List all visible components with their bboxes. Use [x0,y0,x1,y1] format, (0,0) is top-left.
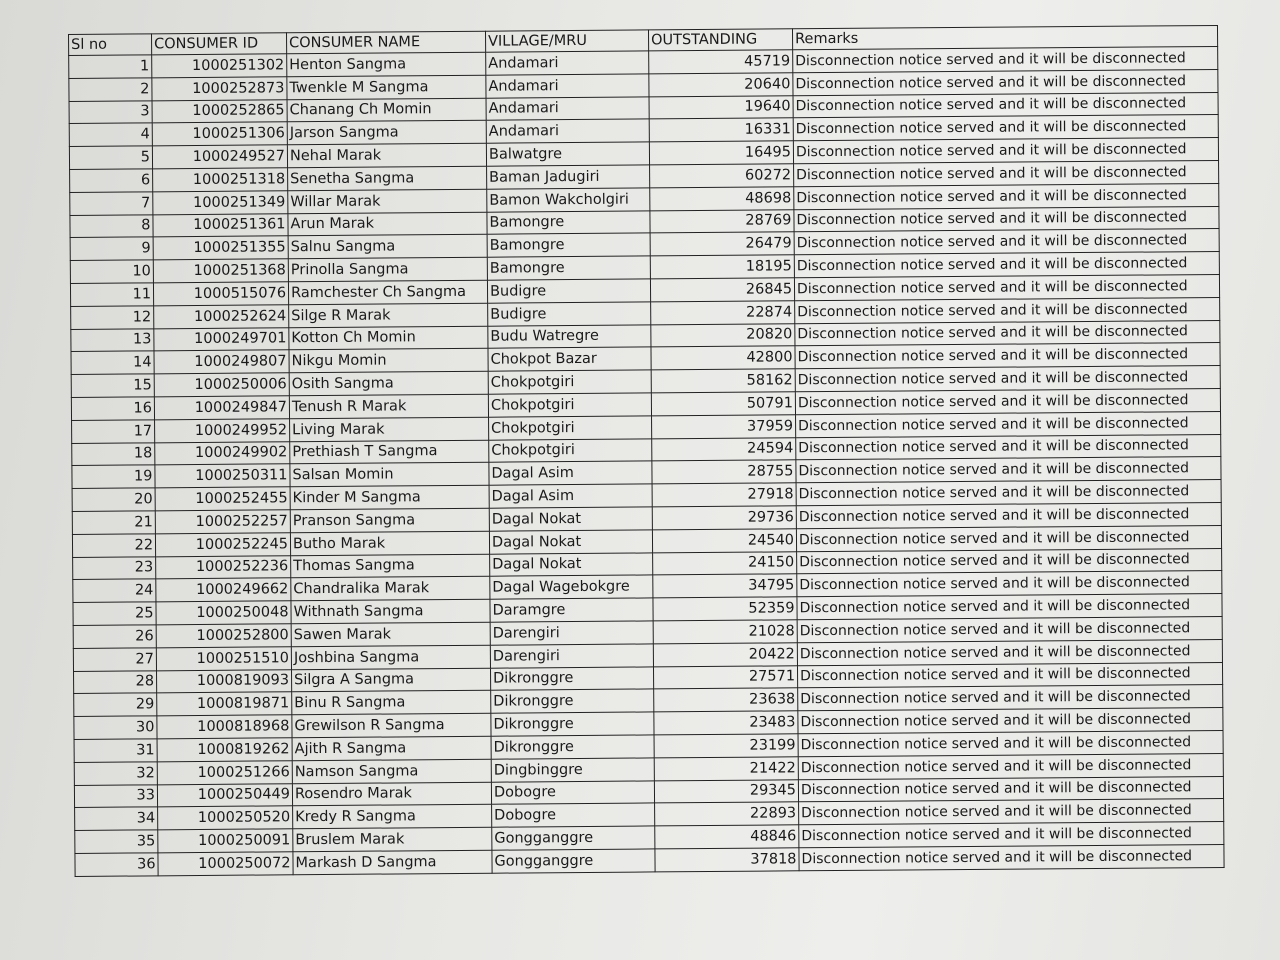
cell-sl-no: 17 [72,420,155,443]
cell-sl-no: 28 [74,670,157,693]
cell-consumer-name: Salsan Momin [290,463,489,487]
cell-village: Andamari [486,74,649,98]
cell-sl-no: 21 [72,511,155,534]
cell-remarks: Disconnection notice served and it will be disconnected [793,138,1218,164]
cell-consumer-name: Nikgu Momin [289,349,488,373]
cell-consumer-name: Markash D Sangma [293,850,492,874]
cell-remarks: Disconnection notice served and it will be disconnected [799,822,1224,848]
header-outstanding: OUTSTANDING [648,29,792,51]
header-consumer-id: CONSUMER ID [152,33,287,55]
cell-sl-no: 24 [73,579,156,602]
cell-remarks: Disconnection notice served and it will be disconnected [797,594,1222,620]
cell-consumer-name: Chanang Ch Momin [287,98,486,122]
cell-remarks: Disconnection notice served and it will be disconnected [796,525,1221,551]
header-village-mru: VILLAGE/MRU [485,30,648,52]
cell-remarks: Disconnection notice served and it will be disconnected [795,388,1220,414]
cell-remarks: Disconnection notice served and it will be disconnected [796,434,1221,460]
cell-consumer-id: 1000250072 [158,852,293,876]
cell-village: Dikronggre [491,735,654,759]
cell-village: Dagal Nokat [490,552,653,576]
cell-sl-no: 18 [72,442,155,465]
cell-remarks: Disconnection notice served and it will be disconnected [798,685,1223,711]
cell-consumer-id: 1000250048 [156,601,291,625]
cell-sl-no: 3 [69,100,152,123]
cell-remarks: Disconnection notice served and it will be disconnected [794,183,1219,209]
cell-village: Chokpotgiri [488,393,651,417]
cell-consumer-name: Silgra A Sangma [291,668,490,692]
cell-consumer-name: Tenush R Marak [289,394,488,418]
cell-sl-no: 20 [72,488,155,511]
cell-remarks: Disconnection notice served and it will be disconnected [797,616,1222,642]
cell-remarks: Disconnection notice served and it will be disconnected [794,160,1219,186]
cell-outstanding: 20422 [653,643,797,667]
cell-sl-no: 32 [74,762,157,785]
cell-consumer-id: 1000249701 [154,327,289,351]
cell-sl-no: 36 [75,853,158,876]
cell-sl-no: 27 [73,648,156,671]
cell-consumer-id: 1000251361 [153,213,288,237]
cell-consumer-id: 1000251510 [156,646,291,670]
header-remarks: Remarks [792,25,1217,49]
cell-village: Dikronggre [490,666,653,690]
cell-outstanding: 58162 [651,369,795,393]
cell-sl-no: 35 [75,830,158,853]
cell-consumer-name: Nehal Marak [287,143,486,167]
cell-consumer-name: Withnath Sangma [291,599,490,623]
cell-consumer-id: 1000252800 [156,624,291,648]
cell-consumer-id: 1000250449 [157,783,292,807]
cell-outstanding: 27571 [653,665,797,689]
cell-remarks: Disconnection notice served and it will be disconnected [796,457,1221,483]
cell-outstanding: 27918 [652,483,796,507]
cell-consumer-id: 1000818968 [157,715,292,739]
cell-outstanding: 16331 [649,118,793,142]
cell-remarks: Disconnection notice served and it will be disconnected [795,297,1220,323]
cell-consumer-id: 1000249527 [152,145,287,169]
cell-remarks: Disconnection notice served and it will be disconnected [794,252,1219,278]
cell-village: Chokpotgiri [489,438,652,462]
header-sl-no: Sl no [69,34,152,56]
cell-outstanding: 21422 [654,756,798,780]
cell-sl-no: 6 [70,169,153,192]
cell-outstanding: 23638 [654,688,798,712]
cell-consumer-name: Grewilson R Sangma [292,713,491,737]
cell-outstanding: 20820 [651,323,795,347]
cell-sl-no: 26 [73,625,156,648]
cell-village: Darengiri [490,644,653,668]
cell-village: Bamon Wakcholgiri [487,188,650,212]
cell-consumer-id: 1000252236 [156,555,291,579]
cell-consumer-id: 1000251355 [153,236,288,260]
cell-consumer-id: 1000249847 [154,396,289,420]
cell-sl-no: 25 [73,602,156,625]
cell-outstanding: 22874 [651,301,795,325]
cell-sl-no: 30 [74,716,157,739]
cell-remarks: Disconnection notice served and it will be disconnected [793,69,1218,95]
cell-consumer-name: Twenkle M Sangma [287,75,486,99]
cell-consumer-id: 1000250311 [155,464,290,488]
cell-remarks: Disconnection notice served and it will be disconnected [794,274,1219,300]
cell-village: Andamari [486,51,649,75]
cell-outstanding: 18195 [650,255,794,279]
cell-sl-no: 23 [73,556,156,579]
cell-remarks: Disconnection notice served and it will be disconnected [798,776,1223,802]
cell-outstanding: 24594 [652,437,796,461]
cell-consumer-name: Osith Sangma [289,371,488,395]
cell-village: Dobogre [491,780,654,804]
cell-consumer-id: 1000252624 [154,305,289,329]
cell-village: Dagal Asim [489,461,652,485]
cell-sl-no: 1 [69,55,152,78]
cell-consumer-id: 1000515076 [153,282,288,306]
cell-consumer-id: 1000251349 [153,191,288,215]
cell-village: Dikronggre [491,689,654,713]
cell-village: Andamari [486,119,649,143]
cell-remarks: Disconnection notice served and it will be disconnected [799,799,1224,825]
cell-remarks: Disconnection notice served and it will be disconnected [793,46,1218,72]
cell-sl-no: 12 [71,306,154,329]
cell-sl-no: 13 [71,328,154,351]
cell-remarks: Disconnection notice served and it will be disconnected [797,548,1222,574]
cell-sl-no: 31 [74,739,157,762]
cell-village: Chokpotgiri [488,370,651,394]
cell-outstanding: 29736 [652,506,796,530]
cell-consumer-name: Salnu Sangma [288,235,487,259]
cell-village: Dingbinggre [491,758,654,782]
cell-consumer-name: Kotton Ch Momin [289,326,488,350]
cell-consumer-id: 1000251368 [153,259,288,283]
cell-consumer-id: 1000250006 [154,373,289,397]
cell-consumer-id: 1000251306 [152,122,287,146]
cell-consumer-name: Arun Marak [288,212,487,236]
cell-consumer-id: 1000251302 [152,54,287,78]
cell-outstanding: 60272 [650,164,794,188]
cell-consumer-name: Butho Marak [290,531,489,555]
header-consumer-name: CONSUMER NAME [286,31,485,54]
cell-sl-no: 15 [71,374,154,397]
cell-consumer-id: 1000819093 [157,669,292,693]
cell-village: Chokpotgiri [489,416,652,440]
cell-outstanding: 24540 [652,529,796,553]
cell-sl-no: 8 [70,214,153,237]
cell-outstanding: 45719 [649,50,793,74]
cell-outstanding: 52359 [653,597,797,621]
cell-consumer-id: 1000819871 [157,692,292,716]
cell-remarks: Disconnection notice served and it will be disconnected [797,571,1222,597]
cell-remarks: Disconnection notice served and it will be disconnected [797,639,1222,665]
cell-remarks: Disconnection notice served and it will be disconnected [795,320,1220,346]
cell-remarks: Disconnection notice served and it will be disconnected [796,502,1221,528]
cell-consumer-id: 1000252257 [155,510,290,534]
cell-consumer-id: 1000252865 [152,99,287,123]
cell-sl-no: 10 [70,260,153,283]
cell-consumer-name: Senetha Sangma [288,166,487,190]
cell-consumer-id: 1000249662 [156,578,291,602]
cell-village: Dagal Asim [489,484,652,508]
cell-village: Budigre [488,302,651,326]
cell-outstanding: 29345 [654,779,798,803]
cell-outstanding: 19640 [649,95,793,119]
cell-consumer-name: Thomas Sangma [291,554,490,578]
cell-remarks: Disconnection notice served and it will be disconnected [793,115,1218,141]
cell-sl-no: 22 [72,534,155,557]
cell-remarks: Disconnection notice served and it will be disconnected [793,92,1218,118]
cell-sl-no: 29 [74,693,157,716]
cell-outstanding: 28769 [650,209,794,233]
cell-consumer-name: Kinder M Sangma [290,485,489,509]
cell-village: Dobogre [492,803,655,827]
cell-village: Bamongre [487,233,650,257]
cell-consumer-name: Bruslem Marak [293,827,492,851]
cell-consumer-name: Binu R Sangma [292,691,491,715]
cell-remarks: Disconnection notice served and it will be disconnected [798,730,1223,756]
cell-remarks: Disconnection notice served and it will be disconnected [796,480,1221,506]
cell-consumer-name: Prethiash T Sangma [290,440,489,464]
cell-outstanding: 22893 [655,802,799,826]
cell-consumer-name: Jarson Sangma [287,121,486,145]
cell-remarks: Disconnection notice served and it will be disconnected [794,206,1219,232]
cell-village: Dagal Nokat [489,530,652,554]
cell-consumer-id: 1000250091 [158,829,293,853]
cell-consumer-name: Ramchester Ch Sangma [288,280,487,304]
cell-consumer-id: 1000249807 [154,350,289,374]
cell-outstanding: 42800 [651,346,795,370]
disconnection-table [68,25,1225,877]
cell-sl-no: 14 [71,351,154,374]
cell-outstanding: 23483 [654,711,798,735]
cell-village: Dagal Nokat [489,507,652,531]
cell-sl-no: 7 [70,192,153,215]
cell-remarks: Disconnection notice served and it will be disconnected [798,753,1223,779]
cell-village: Bamongre [487,211,650,235]
cell-consumer-name: Namson Sangma [292,759,491,783]
cell-village: Baman Jadugiri [487,165,650,189]
cell-village: Gongganggre [492,826,655,850]
cell-sl-no: 19 [72,465,155,488]
cell-sl-no: 34 [75,807,158,830]
cell-remarks: Disconnection notice served and it will be disconnected [794,229,1219,255]
cell-outstanding: 23199 [654,734,798,758]
cell-consumer-name: Willar Marak [288,189,487,213]
cell-outstanding: 21028 [653,620,797,644]
cell-outstanding: 50791 [651,392,795,416]
cell-outstanding: 28755 [652,460,796,484]
cell-consumer-name: Pranson Sangma [290,508,489,532]
cell-consumer-name: Prinolla Sangma [288,257,487,281]
cell-sl-no: 2 [69,78,152,101]
cell-outstanding: 20640 [649,73,793,97]
cell-consumer-id: 1000252245 [155,533,290,557]
cell-consumer-id: 1000252455 [155,487,290,511]
cell-sl-no: 33 [74,784,157,807]
cell-village: Balwatgre [486,142,649,166]
cell-outstanding: 16495 [649,141,793,165]
cell-remarks: Disconnection notice served and it will be disconnected [799,844,1224,870]
cell-outstanding: 26479 [650,232,794,256]
cell-village: Bamongre [487,256,650,280]
cell-sl-no: 16 [71,397,154,420]
cell-sl-no: 5 [69,146,152,169]
cell-consumer-id: 1000251266 [157,760,292,784]
cell-consumer-name: Living Marak [290,417,489,441]
cell-consumer-name: Henton Sangma [287,52,486,76]
cell-consumer-name: Chandralika Marak [291,577,490,601]
cell-consumer-name: Ajith R Sangma [292,736,491,760]
table-container [68,25,1225,877]
cell-outstanding: 37818 [655,848,799,872]
cell-village: Gongganggre [492,849,655,873]
cell-outstanding: 26845 [650,278,794,302]
cell-outstanding: 48846 [655,825,799,849]
cell-consumer-id: 1000249952 [155,419,290,443]
cell-outstanding: 24150 [653,551,797,575]
cell-consumer-id: 1000249902 [155,441,290,465]
cell-village: Chokpot Bazar [488,347,651,371]
cell-consumer-name: Rosendro Marak [292,782,491,806]
cell-outstanding: 48698 [650,187,794,211]
cell-consumer-name: Kredy R Sangma [293,804,492,828]
cell-village: Dagal Wagebokgre [490,575,653,599]
table-body [69,46,1224,876]
cell-outstanding: 37959 [652,415,796,439]
cell-consumer-id: 1000252873 [152,77,287,101]
cell-remarks: Disconnection notice served and it will be disconnected [797,662,1222,688]
cell-village: Dikronggre [491,712,654,736]
cell-sl-no: 9 [70,237,153,260]
cell-consumer-name: Sawen Marak [291,622,490,646]
cell-consumer-name: Joshbina Sangma [291,645,490,669]
cell-consumer-id: 1000819262 [157,738,292,762]
cell-sl-no: 11 [70,283,153,306]
cell-consumer-name: Silge R Marak [289,303,488,327]
cell-remarks: Disconnection notice served and it will be disconnected [795,366,1220,392]
cell-village: Darengiri [490,621,653,645]
cell-sl-no: 4 [69,123,152,146]
cell-village: Budigre [487,279,650,303]
cell-village: Daramgre [490,598,653,622]
cell-remarks: Disconnection notice served and it will be disconnected [795,343,1220,369]
cell-remarks: Disconnection notice served and it will be disconnected [798,708,1223,734]
cell-village: Andamari [486,97,649,121]
cell-consumer-id: 1000251318 [153,168,288,192]
cell-village: Budu Watregre [488,324,651,348]
cell-remarks: Disconnection notice served and it will be disconnected [796,411,1221,437]
cell-outstanding: 34795 [653,574,797,598]
cell-consumer-id: 1000250520 [158,806,293,830]
